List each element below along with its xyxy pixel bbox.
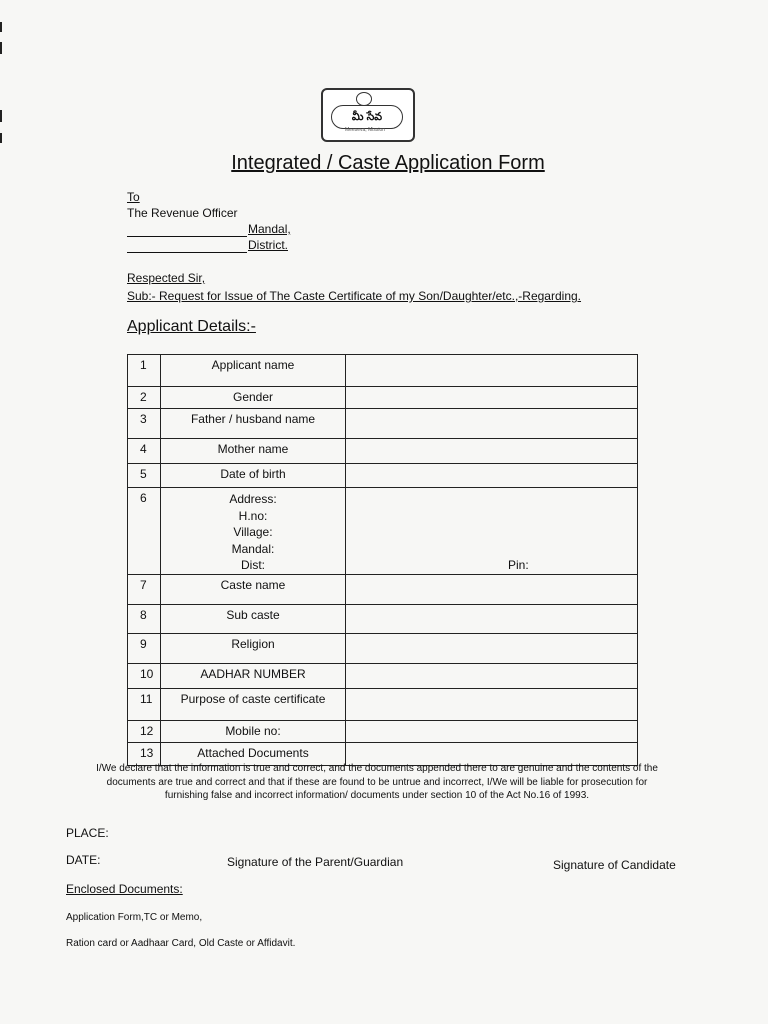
table-row — [128, 439, 638, 464]
pin-label: Pin: — [508, 557, 529, 572]
place-label: PLACE: — [66, 826, 109, 840]
row-number: 13 — [128, 742, 161, 765]
field-label: Caste name — [161, 574, 346, 604]
father-husband-name-field[interactable] — [346, 409, 638, 439]
parent-signature-label: Signature of the Parent/Guardian — [227, 855, 404, 869]
salutation: Respected Sir, — [127, 271, 206, 285]
declaration-line: I/We declare that the information is true and correct, and the documents appended there to are genuine and the contents of the — [96, 763, 658, 774]
enclosed-documents-line: Application Form,TC or Memo, — [66, 912, 203, 923]
enclosed-documents-line: Ration card or Aadhaar Card, Old Caste or Affidavit. — [66, 938, 296, 949]
scan-edge-mark — [0, 110, 2, 122]
field-label: Gender — [161, 387, 346, 409]
field-label: Purpose of caste certificate — [161, 688, 346, 720]
field-label: Sub caste — [161, 604, 346, 633]
officer-label: The Revenue Officer — [127, 206, 238, 220]
row-number: 7 — [128, 574, 161, 604]
table-row — [128, 688, 638, 720]
sub-caste-field[interactable] — [346, 604, 638, 633]
row-number: 6 — [128, 488, 161, 575]
field-label: Applicant name — [161, 355, 346, 387]
logo-tagline: Meeseva, Mission — [345, 127, 386, 133]
row-number: 11 — [128, 688, 161, 720]
table-row — [128, 387, 638, 409]
field-label: Attached Documents — [161, 742, 346, 765]
district-label: District. — [248, 238, 288, 252]
purpose-field[interactable] — [346, 688, 638, 720]
scan-edge-mark — [0, 133, 2, 143]
logo-text: మీ సేవ — [331, 105, 403, 129]
mother-name-field[interactable] — [346, 439, 638, 464]
meeseva-logo — [321, 88, 415, 142]
field-label: Religion — [161, 633, 346, 663]
date-label: DATE: — [66, 853, 101, 867]
declaration-text — [62, 762, 692, 803]
village-label: Village: — [233, 525, 273, 539]
caste-name-field[interactable] — [346, 574, 638, 604]
district-blank-line — [127, 252, 247, 253]
field-label: Mobile no: — [161, 720, 346, 742]
row-number: 9 — [128, 633, 161, 663]
row-number: 12 — [128, 720, 161, 742]
scan-edge-mark — [0, 22, 2, 32]
dist-label: Dist: — [241, 558, 265, 572]
table-row — [128, 604, 638, 633]
declaration-line: furnishing false and incorrect information/ documents under section 10 of the Act No.16 of 1993. — [164, 790, 590, 801]
table-row — [128, 720, 638, 742]
address-label-group — [161, 488, 346, 575]
field-label: AADHAR NUMBER — [161, 663, 346, 688]
applicant-name-field[interactable] — [346, 355, 638, 387]
table-row — [128, 409, 638, 439]
date-of-birth-field[interactable] — [346, 464, 638, 488]
religion-field[interactable] — [346, 633, 638, 663]
row-number: 1 — [128, 355, 161, 387]
row-number: 2 — [128, 387, 161, 409]
address-label: Address: — [229, 492, 277, 506]
address-field[interactable] — [346, 488, 638, 575]
mandal-blank-line — [127, 236, 247, 237]
table-row — [128, 464, 638, 488]
field-label: Date of birth — [161, 464, 346, 488]
row-number: 3 — [128, 409, 161, 439]
table-row — [128, 633, 638, 663]
candidate-signature-label: Signature of Candidate — [553, 858, 676, 872]
scan-edge-mark — [0, 42, 2, 54]
mandal-label: Mandal, — [248, 222, 291, 236]
applicant-details-table — [127, 354, 638, 766]
table-row — [128, 355, 638, 387]
to-label: To — [127, 190, 140, 204]
table-row — [128, 663, 638, 688]
row-number: 4 — [128, 439, 161, 464]
row-number: 10 — [128, 663, 161, 688]
enclosed-documents-heading: Enclosed Documents: — [66, 882, 183, 896]
row-number: 5 — [128, 464, 161, 488]
gender-field[interactable] — [346, 387, 638, 409]
hno-label: H.no: — [238, 508, 268, 523]
page-title: Integrated / Caste Application Form — [231, 152, 545, 174]
table-row — [128, 574, 638, 604]
mandal-field-label: Mandal: — [231, 541, 275, 556]
field-label: Mother name — [161, 439, 346, 464]
table-row — [128, 488, 638, 575]
subject-line: Sub:- Request for Issue of The Caste Certificate of my Son/Daughter/etc.,-Regarding. — [127, 289, 582, 303]
row-number: 8 — [128, 604, 161, 633]
field-label: Father / husband name — [161, 409, 346, 439]
declaration-line: documents are true and correct and that if these are found to be untrue and incorrect, I/We will be liable for prosecution for — [106, 776, 648, 788]
aadhar-number-field[interactable] — [346, 663, 638, 688]
emblem-icon — [356, 92, 372, 106]
applicant-details-heading: Applicant Details:- — [127, 318, 256, 335]
mobile-number-field[interactable] — [346, 720, 638, 742]
